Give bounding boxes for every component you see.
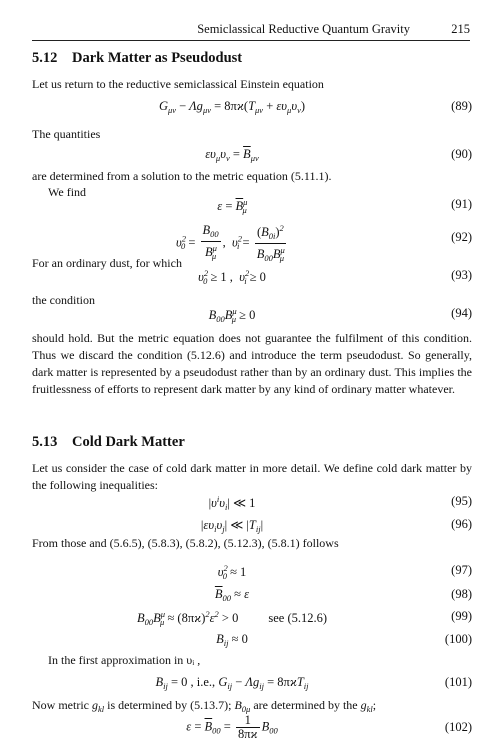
equation-93: $\upsilon^2_0 \ge 1$ , $\upsilon^2_i \ge 0$ (93): [198, 268, 472, 286]
running-header: [32, 22, 470, 40]
section-number: 5.13: [32, 434, 58, 450]
paragraph: the condition: [32, 293, 95, 307]
equation-101: $B_{ij} = 0$ , i.e., $G_{ij} - \Lambda g_{ij} = 8\pi ϰT_{ij}$ (101): [155, 675, 472, 691]
text-run: are determined by the: [250, 698, 361, 712]
paragraph: are determined from a solution to the metric equation (5.11.1).: [32, 169, 332, 183]
equation-number: (93): [451, 268, 472, 282]
paragraph: We find: [48, 185, 87, 199]
paragraph: Let us consider the case of cold dark matter in more detail. We define cold dark matter by the following inequalities:: [32, 461, 472, 492]
equation-number: (96): [451, 517, 472, 531]
paragraph: should hold. But the metric equation does not guarantee the fulfilment of this condition. Thus we discard the condition (5.12.6) and introduce the term pseudodust. So generally, dark matter is represented by a pseudodust rather than by an ordinary dust. This implies the fruitlessness of efforts to represent dark matter by any kind of ordinary matter whatever.: [32, 331, 472, 396]
equation-102: $\varepsilon = \overline{B}_{00}$ = $\frac{1}{8\pi ϰ}$ $B_{00}$ (102): [186, 713, 472, 741]
text-run: Now metric: [32, 698, 92, 712]
paragraph: The quantities: [32, 127, 101, 141]
equation-number: (100): [444, 632, 472, 646]
equation-99: $B_{00}B^\mu_\mu \approx (8\pi ϰ)^2\varepsilon^2 > 0$ see (5.12.6) (99): [136, 609, 472, 627]
equation-number: (101): [444, 675, 472, 689]
equation-90: $\varepsilon\upsilon_\mu\upsilon_\nu = \overline{B}_{\mu\nu}$ (90): [205, 147, 472, 163]
equation-number: (95): [451, 494, 472, 508]
equation-number: (94): [451, 306, 472, 320]
cross-reference: see (5.12.6): [268, 611, 328, 625]
equation-number: (92): [451, 230, 472, 244]
text-run: ;: [372, 698, 377, 712]
equation-number: (97): [451, 563, 472, 577]
paragraph: Now metric $g_{kl}$ is determined by (5.13.7); $B_{0\mu}$ are determined by the $g_{kl}$;: [32, 698, 377, 714]
equation-98: $\overline{B}_{00} \approx \varepsilon$ (98): [214, 587, 472, 603]
header-title: Semiclassical Reductive Quantum Gravity: [197, 22, 410, 36]
paragraph: From those and (5.6.5), (5.8.3), (5.8.2), (5.12.3), (5.8.1) follows: [32, 536, 339, 550]
equation-96: $|\varepsilon\upsilon_i\upsilon_j|$ ≪ $|T_{ij}|$ (96): [200, 517, 472, 534]
equation-number: (98): [451, 587, 472, 601]
equation-97: $\upsilon^2_0 \approx 1$ (97): [217, 563, 472, 581]
section-heading-5-13: [32, 434, 185, 451]
header-rule: [32, 40, 470, 41]
equation-number: (102): [444, 720, 472, 734]
equation-94: $B_{00}B^\mu_\mu \ge 0$ (94): [208, 306, 472, 324]
paragraph: For an ordinary dust, for which: [32, 256, 182, 270]
equation-number: (99): [451, 609, 472, 623]
equation-100: $B_{ij} \approx 0$ (100): [216, 632, 472, 648]
equation-91: $\varepsilon = \overline{B}^\mu_\mu$ (91): [217, 197, 472, 215]
section-number: 5.12: [32, 50, 58, 66]
equation-number: (91): [451, 197, 472, 211]
section-title: Dark Matter as Pseudodust: [72, 50, 243, 66]
section-title: Cold Dark Matter: [72, 434, 185, 450]
paragraph: In the first approximation in υᵢ ,: [48, 653, 201, 667]
equation-95: $|\upsilon^i\upsilon_i|$ ≪ 1 (95): [208, 494, 472, 512]
section-heading-5-12: [32, 50, 242, 67]
equation-number: (90): [451, 147, 472, 161]
text-run: is determined by (5.13.7);: [104, 698, 235, 712]
paragraph: Let us return to the reductive semiclassical Einstein equation: [32, 77, 324, 91]
equation-number: (89): [451, 99, 472, 113]
equation-92: $\upsilon^2_0$ = $\frac{B_{00}}{B^\mu_\mu}$ , $\upsilon^2_i$ = $\frac{(B_{0i})^2}{B_{00}B^\mu_\mu}$ (92): [175, 223, 472, 263]
equation-89: $G_{\mu\nu} - \Lambda g_{\mu\nu} = 8\pi ϰ(T_{\mu\nu} + \varepsilon\upsilon_\mu\upsilon_\nu)$ (89): [158, 99, 472, 115]
page-number: 215: [451, 22, 470, 36]
ie-text: i.e.,: [196, 675, 216, 689]
